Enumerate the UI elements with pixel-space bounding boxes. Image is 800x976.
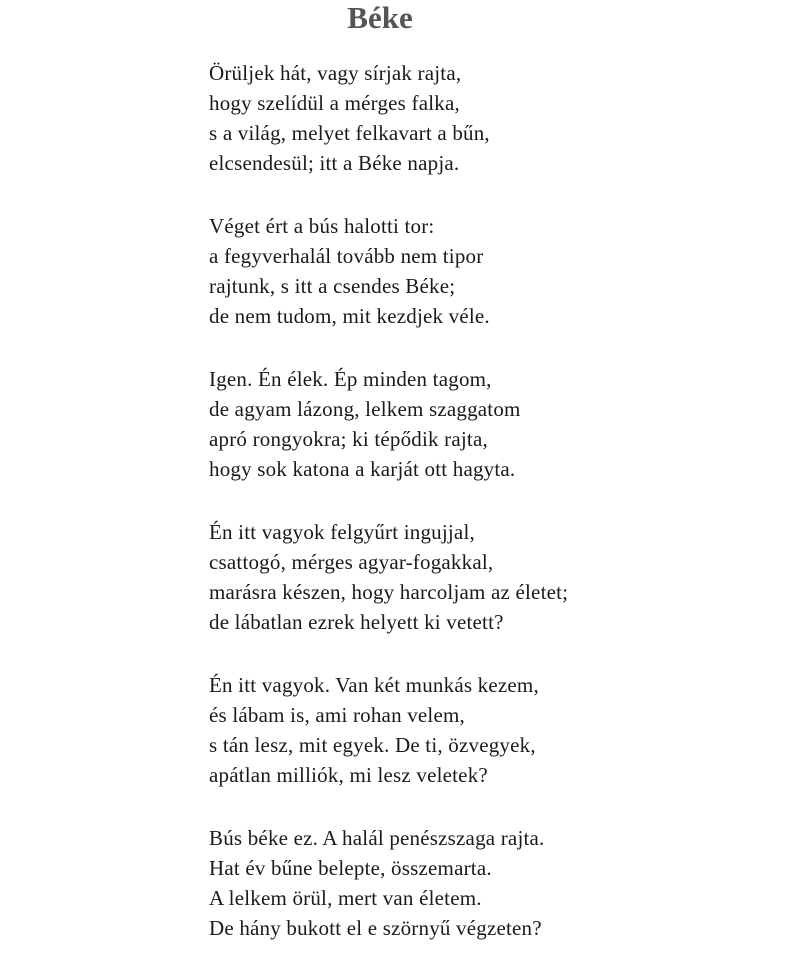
poem-line: apró rongyokra; ki tépődik rajta, — [209, 427, 488, 451]
poem-line: csattogó, mérges agyar-fogakkal, — [209, 550, 494, 574]
poem-line: de lábatlan ezrek helyett ki vetett? — [209, 610, 504, 634]
stanza-5 — [209, 670, 789, 790]
stanza-6 — [209, 823, 789, 943]
poem-line: hogy szelídül a mérges falka, — [209, 91, 460, 115]
poem-line: apátlan milliók, mi lesz veletek? — [209, 763, 488, 787]
poem-line: Én itt vagyok felgyűrt ingujjal, — [209, 520, 475, 544]
poem-line: rajtunk, s itt a csendes Béke; — [209, 274, 456, 298]
poem-line: Hat év bűne belepte, összemarta. — [209, 856, 492, 880]
stanza-4 — [209, 517, 789, 637]
poem-line: Én itt vagyok. Van két munkás kezem, — [209, 673, 539, 697]
poem-line: és lábam is, ami rohan velem, — [209, 703, 465, 727]
poem-line: de agyam lázong, lelkem szaggatom — [209, 397, 521, 421]
poem-line: a fegyverhalál tovább nem tipor — [209, 244, 484, 268]
stanza-3 — [209, 364, 789, 484]
poem-line: s tán lesz, mit egyek. De ti, özvegyek, — [209, 733, 536, 757]
poem-line: A lelkem örül, mert van életem. — [209, 886, 482, 910]
poem-line: Igen. Én élek. Ép minden tagom, — [209, 367, 492, 391]
poem-line: marásra készen, hogy harcoljam az életet; — [209, 580, 569, 604]
poem-line: s a világ, melyet felkavart a bűn, — [209, 121, 490, 145]
poem-line: Örüljek hát, vagy sírjak rajta, — [209, 61, 462, 85]
poem-line: Véget ért a bús halotti tor: — [209, 214, 435, 238]
stanza-1 — [209, 58, 789, 178]
poem-line: de nem tudom, mit kezdjek véle. — [209, 304, 490, 328]
poem-line: hogy sok katona a karját ott hagyta. — [209, 457, 516, 481]
poem-body — [209, 58, 789, 976]
poem-line: elcsendesül; itt a Béke napja. — [209, 151, 460, 175]
poem-line: Bús béke ez. A halál penészszaga rajta. — [209, 826, 545, 850]
poem-title: Béke — [347, 0, 413, 35]
stanza-2 — [209, 211, 789, 331]
poem-line: De hány bukott el e szörnyű végzeten? — [209, 916, 542, 940]
